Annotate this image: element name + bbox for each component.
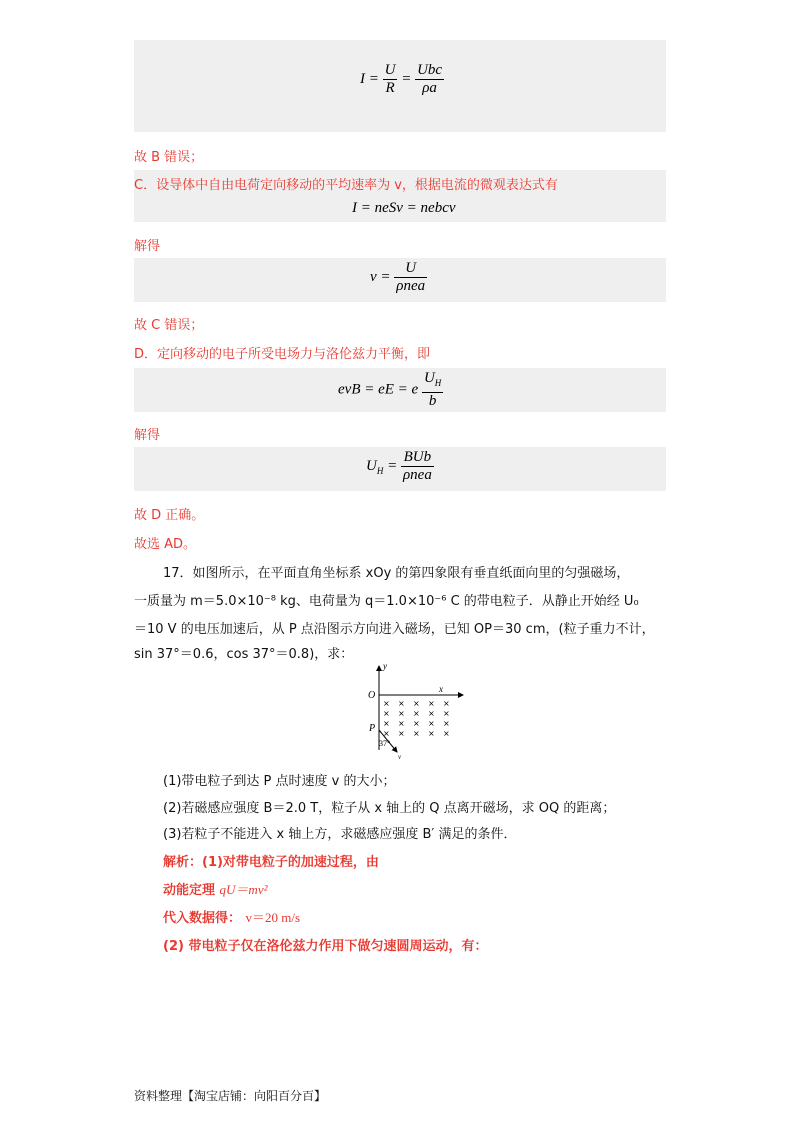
analysis-line-2: 动能定理 qU＝mv² bbox=[163, 882, 268, 898]
svg-text:×: × bbox=[428, 709, 435, 718]
analysis-line-3: 代入数据得： v＝20 m/s bbox=[163, 910, 301, 926]
formula-current-resistance: I = $\frac{U}{R}$ = $\frac{\text{Ubc}}{\rho a}$ bbox=[360, 62, 443, 96]
svg-text:×: × bbox=[383, 709, 390, 718]
solve-label-1: 解得 bbox=[134, 239, 161, 254]
svg-text:×: × bbox=[443, 729, 450, 738]
formula-box-5 bbox=[134, 447, 666, 491]
choice-text: 故选 AD。 bbox=[134, 537, 197, 552]
formula-hall-voltage: $U_H$ = $\frac{\text{BUb}}{\text{ρnea}}$ bbox=[366, 449, 432, 483]
svg-text:×: × bbox=[443, 719, 450, 728]
solve-label-2: 解得 bbox=[134, 428, 161, 443]
svg-text:×: × bbox=[428, 699, 435, 708]
c-wrong-text: 故 C 错误； bbox=[134, 318, 204, 333]
b-wrong-text: 故 B 错误； bbox=[134, 150, 204, 165]
analysis-line-4: (2) 带电粒子仅在洛伦兹力作用下做匀速圆周运动，有： bbox=[163, 939, 488, 954]
svg-text:×: × bbox=[398, 709, 405, 718]
svg-text:×: × bbox=[383, 719, 390, 728]
svg-text:×: × bbox=[398, 719, 405, 728]
question-1: (1)带电粒子到达 P 点时速度 v 的大小； bbox=[163, 774, 396, 789]
formula-box-4 bbox=[134, 368, 666, 412]
d-intro-text: D．定向移动的电子所受电场力与洛伦兹力平衡，即 bbox=[134, 347, 431, 362]
svg-text:×: × bbox=[398, 729, 405, 738]
svg-text:×: × bbox=[443, 709, 450, 718]
origin-label: O bbox=[368, 690, 376, 701]
svg-text:×: × bbox=[398, 699, 405, 708]
formula-box-3 bbox=[134, 258, 666, 302]
svg-text:×: × bbox=[428, 719, 435, 728]
problem-17-line-2: 一质量为 m＝5.0×10⁻⁸ kg、电荷量为 q＝1.0×10⁻⁶ C 的带电粒子．从静止开始经 U₀ bbox=[134, 594, 639, 609]
svg-text:×: × bbox=[413, 719, 420, 728]
question-3: (3)若粒子不能进入 x 轴上方，求磁感应强度 B′ 满足的条件． bbox=[163, 827, 517, 842]
y-axis-label: y bbox=[383, 661, 387, 671]
svg-text:×: × bbox=[383, 729, 390, 738]
x-axis-label: x bbox=[439, 684, 443, 694]
svg-text:×: × bbox=[413, 709, 420, 718]
svg-text:×: × bbox=[413, 699, 420, 708]
problem-17-line-3: ＝10 V 的电压加速后，从 P 点沿图示方向进入磁场，已知 OP＝30 cm，(粒子重力不计， bbox=[134, 622, 655, 637]
angle-label: 37° bbox=[379, 739, 391, 748]
formula-velocity: v = $\frac{U}{\text{ρnea}}$ bbox=[370, 260, 426, 294]
problem-17-line-1: 17．如图所示，在平面直角坐标系 xOy 的第四象限有垂直纸面向里的匀强磁场， bbox=[163, 566, 630, 581]
c-intro-text: C．设导体中自由电荷定向移动的平均速率为 v，根据电流的微观表达式有 bbox=[134, 178, 558, 193]
svg-text:×: × bbox=[413, 729, 420, 738]
svg-text:×: × bbox=[383, 699, 390, 708]
formula-micro-current: I = neSv = nebcv bbox=[352, 200, 456, 216]
formula-force-balance: evB = eE = e $\frac{U_H}{b}$ bbox=[338, 370, 442, 409]
formula-box-1 bbox=[134, 40, 666, 132]
d-right-text: 故 D 正确。 bbox=[134, 508, 205, 523]
point-p-label: P bbox=[369, 723, 376, 734]
problem-17-line-4: sin 37°＝0.6，cos 37°＝0.8)，求： bbox=[134, 647, 354, 662]
svg-text:×: × bbox=[428, 729, 435, 738]
footer-text: 资料整理【淘宝店铺：向阳百分百】 bbox=[134, 1089, 327, 1103]
magnetic-field-crosses bbox=[383, 699, 450, 738]
magnetic-field-figure bbox=[365, 660, 465, 760]
velocity-label: v bbox=[398, 753, 402, 760]
svg-text:×: × bbox=[443, 699, 450, 708]
analysis-line-1: 解析：(1)对带电粒子的加速过程，由 bbox=[163, 855, 379, 870]
question-2: (2)若磁感应强度 B＝2.0 T，粒子从 x 轴上的 Q 点离开磁场，求 OQ 的距离； bbox=[163, 801, 616, 816]
